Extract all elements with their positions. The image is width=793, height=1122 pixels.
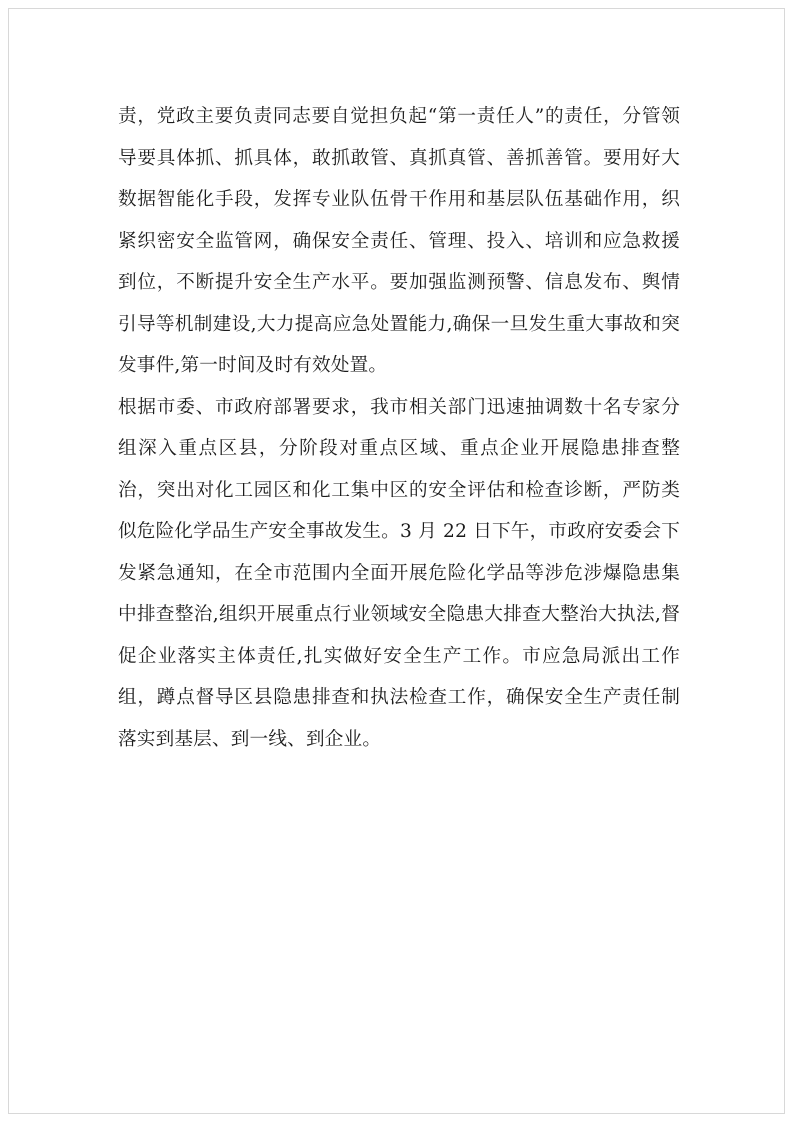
paragraph-2: 根据市委、市政府部署要求，我市相关部门迅速抽调数十名专家分组深入重点区县，分阶段对重点区域、重点企业开展隐患排查整治，突出对化工园区和化工集中区的安全评估和检查诊断，严防类似危险化学品生产安全事故发生。3 月 22 日下午，市政府安委会下发紧急通知，在全市范围内全面开展危险化学品等涉危涉爆隐患集中排查整治,组织开展重点行业领域安全隐患大排查大整治大执法,督促企业落实主体责任,扎实做好安全生产工作。市应急局派出工作组，蹲点督导区县隐患排查和执法检查工作，确保安全生产责任制落实到基层、到一线、到企业。 xyxy=(118,396,680,750)
paragraph-1: 责，党政主要负责同志要自觉担负起“第一责任人”的责任，分管领导要具体抓、抓具体，敢抓敢管、真抓真管、善抓善管。要用好大数据智能化手段，发挥专业队伍骨干作用和基层队伍基础作用，织紧织密安全监管网，确保安全责任、管理、投入、培训和应急救援到位，不断提升安全生产水平。要加强监测预警、信息发布、舆情引导等机制建设,大力提高应急处置能力,确保一旦发生重大事故和突发事件,第一时间及时有效处置。 xyxy=(118,106,680,376)
document-body xyxy=(118,96,680,760)
